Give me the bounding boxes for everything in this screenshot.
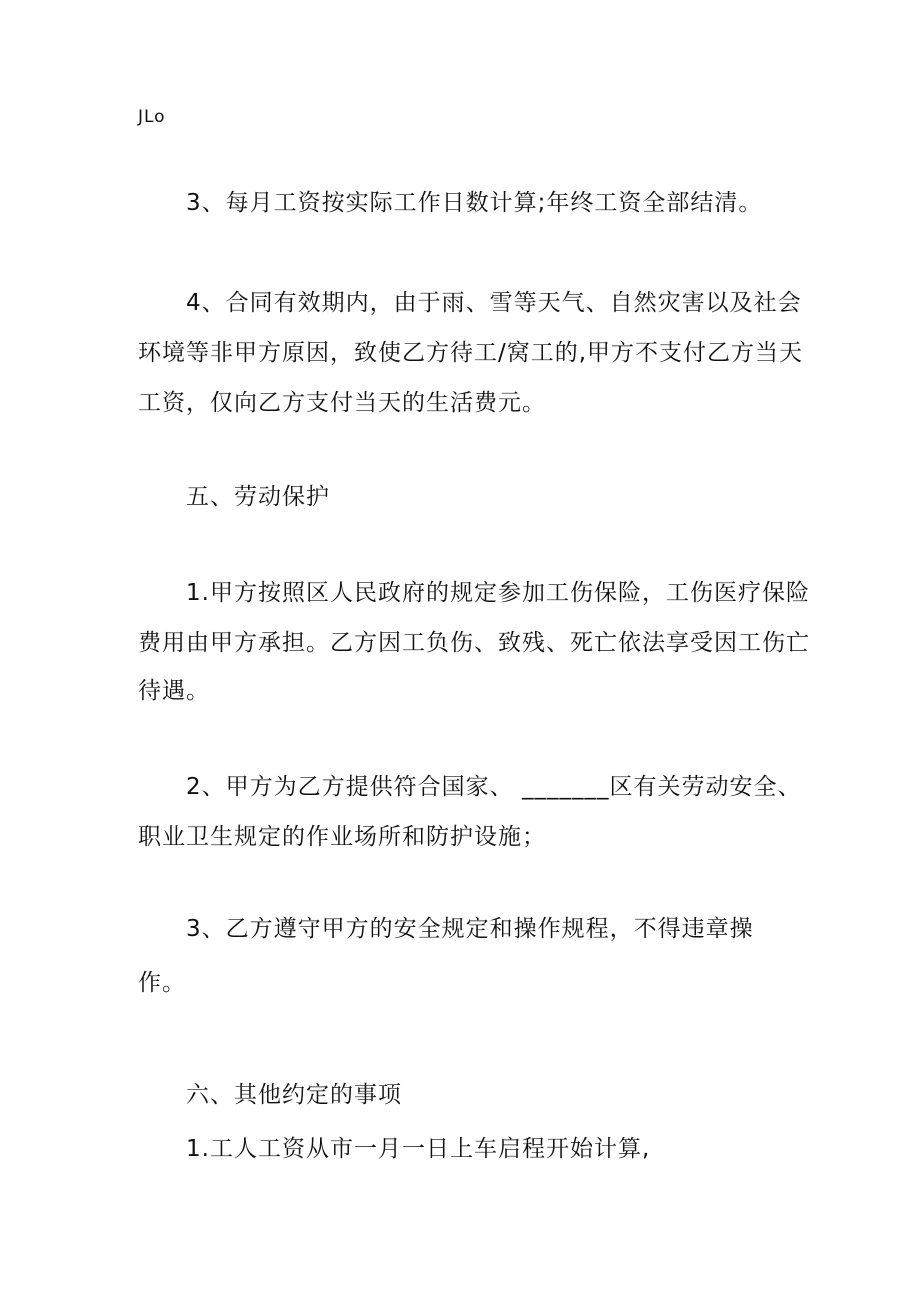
- wage-item-4-line-1: 4、合同有效期内，由于雨、雪等天气、自然灾害以及社会: [186, 290, 802, 316]
- protection-item-1-line-2: 费用由甲方承担。乙方因工负伤、致残、死亡依法享受因工伤亡: [138, 630, 810, 656]
- page-fragment-text: JLo: [138, 107, 166, 127]
- section-5-heading: 五、劳动保护: [186, 484, 330, 510]
- section-6-heading: 六、其他约定的事项: [186, 1082, 402, 1108]
- wage-item-3: 3、每月工资按实际工作日数计算;年终工资全部结清。: [186, 190, 763, 216]
- other-item-1: 1.工人工资从市一月一日上车启程开始计算,: [186, 1136, 651, 1162]
- protection-item-1-line-3: 待遇。: [138, 678, 210, 704]
- protection-item-2-line-2: 职业卫生规定的作业场所和防护设施；: [138, 824, 546, 850]
- protection-item-1-line-1: 1.甲方按照区人民政府的规定参加工伤保险，工伤医疗保险: [186, 580, 810, 606]
- protection-item-3-line-2: 作。: [138, 970, 186, 996]
- wage-item-4-line-3: 工资，仅向乙方支付当天的生活费元。: [138, 390, 546, 416]
- wage-item-4-line-2: 环境等非甲方原因，致使乙方待工/窝工的,甲方不支付乙方当天: [138, 340, 804, 366]
- protection-item-2-line-1: 2、甲方为乙方提供符合国家、 _______区有关劳动安全、: [186, 774, 802, 800]
- protection-item-3-line-1: 3、乙方遵守甲方的安全规定和操作规程，不得违章操: [186, 916, 754, 942]
